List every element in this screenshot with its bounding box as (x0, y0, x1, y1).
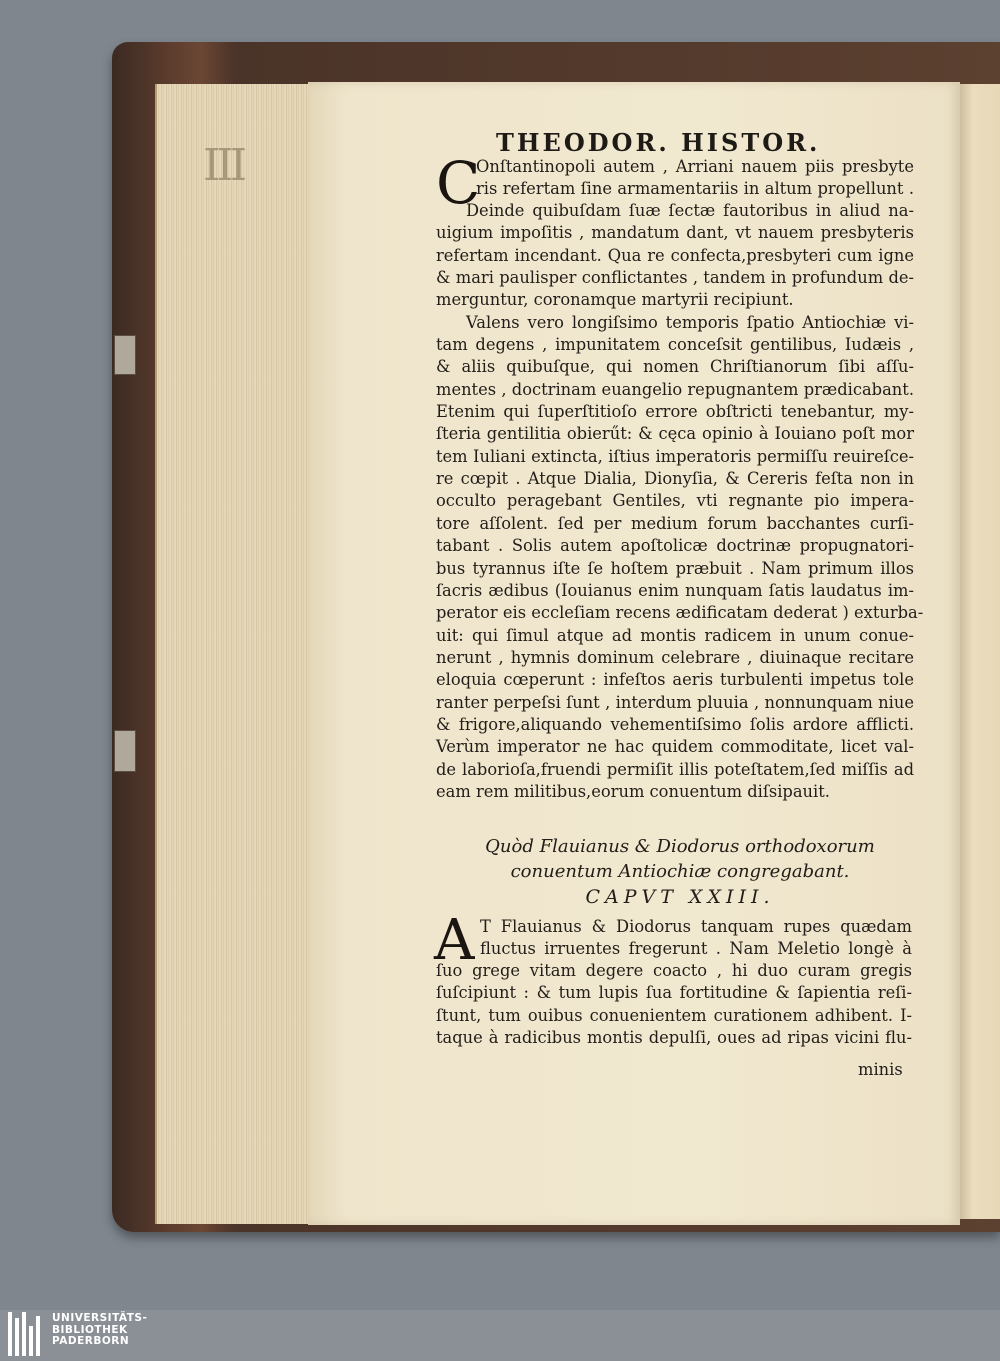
footer-bar (0, 1310, 1000, 1361)
text-line: taque à radicibus montis depulſi, oues ad ripas vicini flu- (436, 1028, 912, 1048)
drop-capital-c: C (436, 149, 481, 217)
text-line: Valens vero longiſsimo temporis ſpatio Antiochiæ vi- (466, 312, 914, 332)
library-name-line-1: UNIVERSITÄTS- (52, 1312, 148, 1324)
catchword: minis (858, 1060, 903, 1079)
paragraph-2-body (436, 960, 912, 1049)
paragraph-2-opening (480, 916, 912, 961)
text-line: merguntur, coronamque martyrii recipiunt. (436, 290, 794, 310)
text-line: bus tyrannus iſte ſe hoſtem præbuit . Nam primum illos (436, 558, 914, 578)
chapter-title-line-2: conuentum Antiochiæ congregabant. (510, 861, 850, 882)
text-line: eloquia cœperunt : infeſtos aeris turbulenti impetus tole (436, 670, 914, 690)
text-line: ſuo grege vitam degere coacto , hi duo curam gregis (436, 961, 912, 980)
text-line: Etenim qui ſuperſtitioſo errore obſtricti tenebantur, my- (436, 402, 914, 422)
text-line: occulto peragebant Gentiles, vti regnante pio impera- (436, 491, 914, 511)
facing-page-strip (958, 84, 1000, 1219)
text-line: de laborioſa,fruendi permiſit illis poteſtatem,ſed miſſis ad (436, 759, 914, 779)
library-name-line-3: PADERBORN (52, 1335, 130, 1347)
text-line: & aliis quibuſque, qui nomen Chriſtianorum ſibi aſſu- (436, 357, 914, 377)
text-line: uigium impoſitis , mandatum dant, vt nauem presbyteris (436, 223, 914, 243)
text-line: re cœpit . Atque Dialia, Dionyſia, & Cereris feſta non in (436, 469, 914, 489)
clasp-lower (114, 730, 136, 772)
clasp-upper (114, 335, 136, 375)
text-line: & frigore,aliquando vehementiſsimo ſolis ardore afflicti. (436, 714, 914, 734)
drop-capital-a: A (434, 908, 475, 973)
text-line: fluctus irruentes fregerunt . Nam Meletio longè à (480, 939, 912, 959)
text-line: ſacris ædibus (Iouianus enim nunquam ſatis laudatus im- (436, 580, 914, 600)
paragraph-1-body (436, 200, 924, 803)
chapter-title-line-1: Quòd Flauianus & Diodorus orthodoxorum (485, 836, 875, 857)
text-line: Verùm imperator ne hac quidem commoditate, licet val- (436, 737, 914, 757)
text-line: tam degens , impunitatem conceſsit gentilibus, Iudæis , (436, 335, 914, 355)
text-line: tore aſſolent. ſed per medium forum bacchantes curſi- (436, 513, 914, 533)
text-line: tem Iuliani extincta, iſtius imperatoris permiſſu reuireſce- (436, 446, 914, 466)
library-logo-icon (8, 1312, 46, 1356)
edge-marks: III (203, 140, 244, 191)
text-line: mentes , doctrinam euangelio repugnantem prædicabant. (436, 379, 914, 399)
text-line: uit: qui ſimul atque ad montis radicem in unum conue- (436, 625, 914, 645)
text-line: ris refertam ſine armamentariis in altum propellunt . (476, 179, 914, 199)
chapter-number: CAPVT XXIII. (585, 886, 775, 908)
text-line: & mari paulisper conflictantes , tandem in profundum de- (436, 268, 914, 288)
text-line: eam rem militibus,eorum conuentum diſsipauit. (436, 781, 830, 801)
text-line: ranter perpeſsi ſunt , interdum pluuia , nonnunquam niue (436, 692, 914, 712)
text-line: Deinde quibuſdam ſuæ ſectæ fautoribus in aliud na- (466, 201, 914, 220)
text-line: nerunt , hymnis dominum celebrare , diuinaque recitare (436, 647, 914, 667)
text-line: ſuſcipiunt : & tum lupis ſua fortitudine & ſapientia reſi- (436, 983, 912, 1003)
text-line: perator eis eccleſiam recens ædificatam dederat ) exturba- (436, 603, 924, 623)
text-line: tabant . Solis autem apoſtolicæ doctrinæ propugnatori- (436, 536, 914, 556)
text-line: Onſtantinopoli autem , Arriani nauem piis presbyte (476, 157, 914, 176)
paragraph-1-opening (476, 156, 914, 201)
library-name (52, 1313, 147, 1348)
text-line: ſteria gentilitia obierűt: & cęca opinio à Iouiano poſt mor (436, 424, 914, 444)
text-line: T Flauianus & Diodorus tanquam rupes quædam (480, 917, 912, 936)
text-line: refertam incendant. Qua re confecta,presbyteri cum igne (436, 245, 914, 265)
running-head: THEODOR. HISTOR. (496, 128, 821, 157)
library-name-line-2: BIBLIOTHEK (52, 1323, 128, 1336)
text-line: ſtunt, tum ouibus conuenientem curationem adhibent. I- (436, 1005, 912, 1025)
page-block-edges (155, 84, 313, 1224)
chapter-title (470, 834, 890, 884)
